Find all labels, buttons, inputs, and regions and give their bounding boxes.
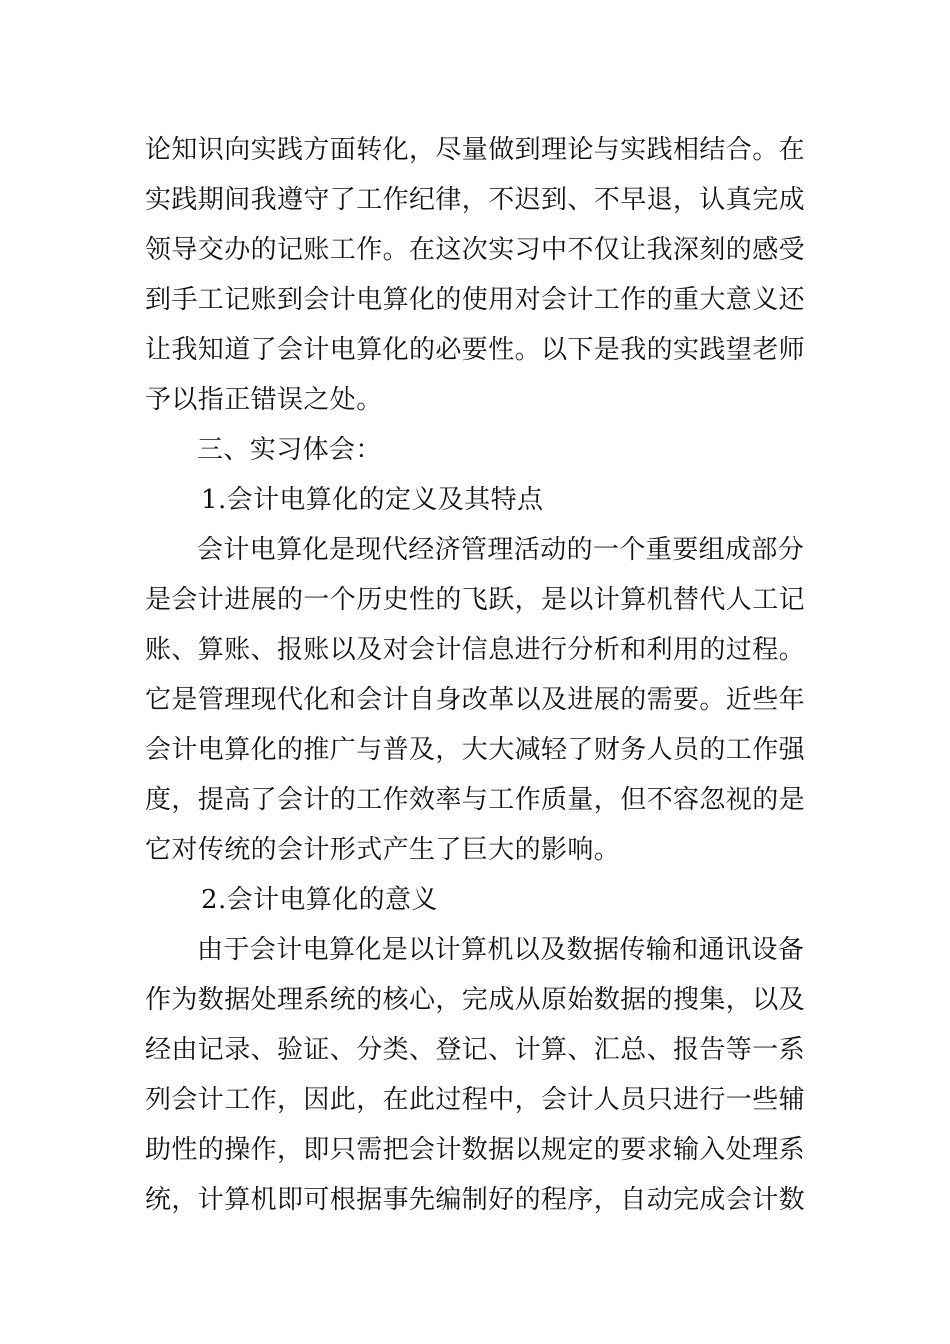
paragraph-line: 助性的操作，即只需把会计数据以规定的要求输入处理系 [145,1135,806,1165]
paragraph-line: 领导交办的记账工作。在这次实习中不仅让我深刻的感受 [145,235,806,265]
paragraph-line: 会计电算化是现代经济管理活动的一个重要组成部分 [197,535,805,565]
paragraph-line: 列会计工作，因此，在此过程中，会计人员只进行一些辅 [145,1085,806,1115]
paragraph-line: 是会计进展的一个历史性的飞跃，是以计算机替代人工记 [145,585,806,615]
paragraph-line: 作为数据处理系统的核心，完成从原始数据的搜集，以及 [145,985,806,1015]
paragraph-line: 度，提高了会计的工作效率与工作质量，但不容忽视的是 [145,785,806,815]
paragraph-line: 它对传统的会计形式产生了巨大的影响。 [145,835,621,865]
paragraph-line: 实践期间我遵守了工作纪律，不迟到、不早退，认真完成 [145,185,806,215]
subsection-heading: 1.会计电算化的定义及其特点 [201,485,544,515]
paragraph-line: 它是管理现代化和会计自身改革以及进展的需要。近些年 [145,685,806,715]
paragraph-line: 论知识向实践方面转化，尽量做到理论与实践相结合。在 [145,135,806,165]
section-heading: 三、实习体会： [197,435,382,465]
paragraph-line: 经由记录、验证、分类、登记、计算、汇总、报告等一系 [145,1035,806,1065]
subsection-heading: 2.会计电算化的意义 [201,885,438,915]
paragraph-line: 让我知道了会计电算化的必要性。以下是我的实践望老师 [145,335,806,365]
paragraph-line: 到手工记账到会计电算化的使用对会计工作的重大意义还 [145,285,806,315]
paragraph-line: 会计电算化的推广与普及，大大减轻了财务人员的工作强 [145,735,806,765]
paragraph-line: 账、算账、报账以及对会计信息进行分析和利用的过程。 [145,635,806,665]
paragraph-line: 由于会计电算化是以计算机以及数据传输和通讯设备 [197,935,805,965]
paragraph-line: 予以指正错误之处。 [145,385,383,415]
paragraph-line: 统，计算机即可根据事先编制好的程序，自动完成会计数 [145,1185,806,1215]
